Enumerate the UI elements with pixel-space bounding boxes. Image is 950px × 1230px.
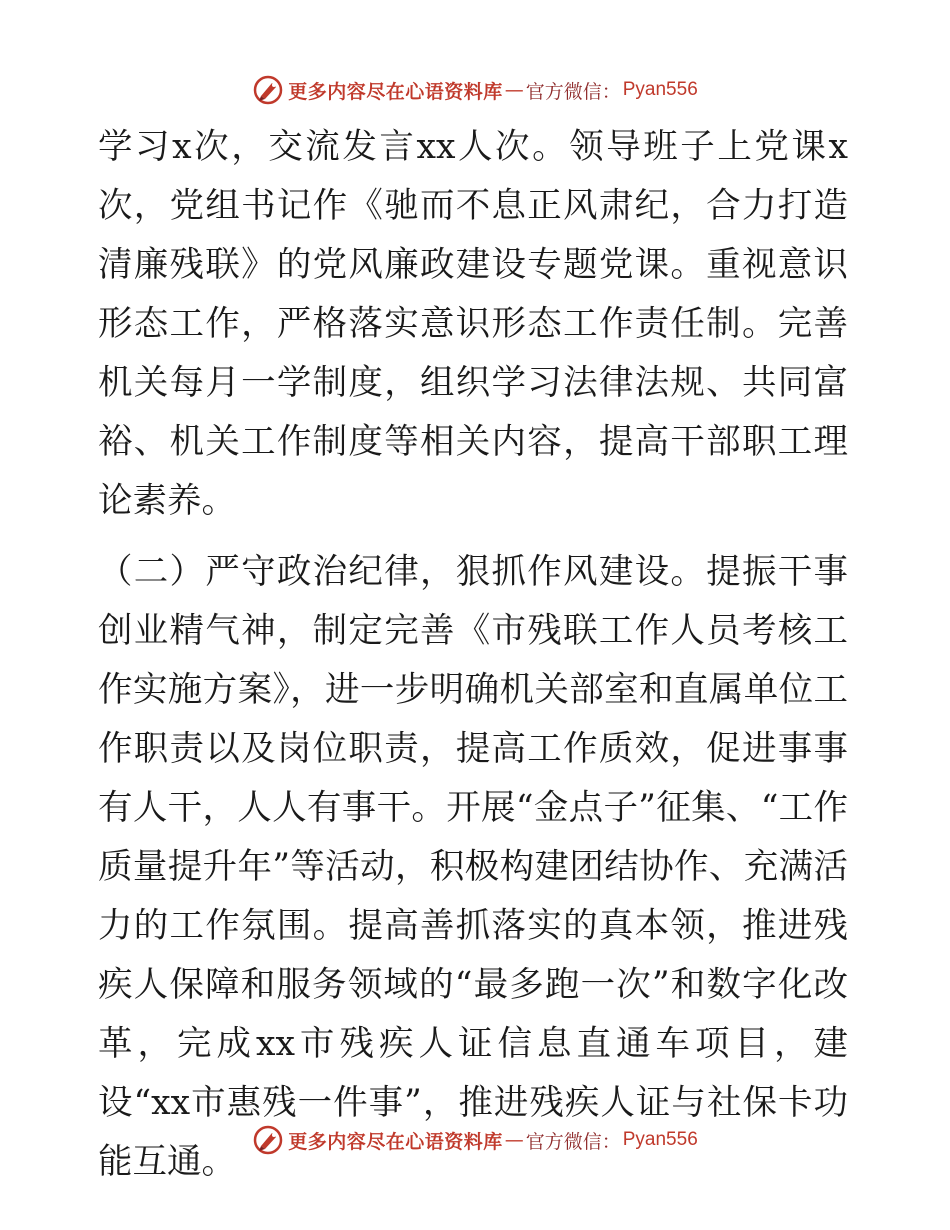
banner-wechat-label: 官方微信： <box>525 80 621 103</box>
banner-wechat-id: Pyan556 <box>622 1129 698 1150</box>
pen-nib-logo-icon <box>252 74 284 106</box>
banner-separator: — <box>504 79 524 101</box>
banner-wechat-label: 官方微信： <box>525 1130 621 1153</box>
document-body <box>98 118 848 1192</box>
paragraph-1: 学习x次，交流发言xx人次。领导班子上党课x次，党组书记作《驰而不息正风肃纪，合力打造清廉残联》的党风廉政建设专题党课。重视意识形态工作，严格落实意识形态工作责任制。完善机关每月一学制度，组织学习法律法规、共同富裕、机关工作制度等相关内容，提高干部职工理论素养。 <box>98 127 848 521</box>
banner-site-text: 更多内容尽在心语资料库 <box>288 1130 503 1153</box>
banner-separator: — <box>504 1129 524 1151</box>
banner-wechat-id: Pyan556 <box>622 79 698 100</box>
pen-nib-logo-icon <box>252 1124 284 1156</box>
footer-banner <box>0 1122 950 1158</box>
banner-site-text: 更多内容尽在心语资料库 <box>288 80 503 103</box>
header-banner <box>0 72 950 108</box>
paragraph-2: （二）严守政治纪律，狠抓作风建设。提振干事创业精气神，制定完善《市残联工作人员考核工作实施方案》，进一步明确机关部室和直属单位工作职责以及岗位职责，提高工作质效，促进事事有人干，人人有事干。开展“金点子”征集、“工作质量提升年”等活动，积极构建团结协作、充满活力的工作氛围。提高善抓落实的真本领，推进残疾人保障和服务领域的“最多跑一次”和数字化改革，完成xx市残疾人证信息直通车项目，建设“xx市惠残一件事”，推进残疾人证与社保卡功能互通。 <box>98 552 848 1182</box>
